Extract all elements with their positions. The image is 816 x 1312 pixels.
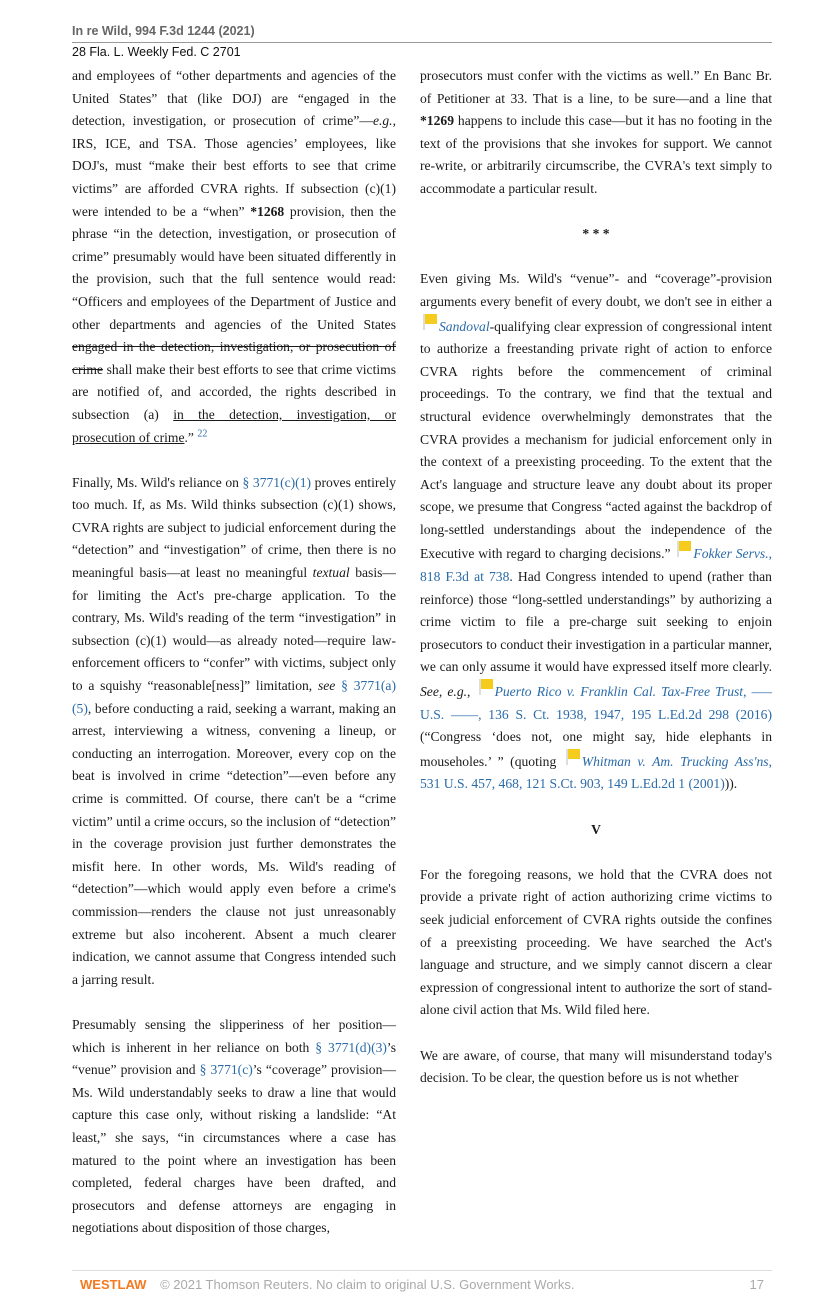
text: shall make their best efforts to see that crime victims are notified of, and accorded, the rights described in subsection (a)	[72, 361, 396, 422]
text: -qualifying clear expression of congressional intent to authorize a freestanding private right of action to enforce CVRA rights before the commencement of criminal proceedings. To the contrary, we find that the textual and structural evidence overwhelmingly demonstrates that the CVRA provides a mechanism for judicial enforcement only in the context of a preexisting proceeding. To the extent that the Act's language and structure leave any doubt about its proper scope, we presume that Congress “acted against the backdrop of long-settled understandings about the independence of the Executive with regard to charging decisions.”	[420, 318, 772, 562]
text: e.g.	[372, 113, 393, 129]
paragraph	[420, 819, 772, 842]
text: .”	[184, 429, 198, 445]
star-page: *1268	[250, 203, 290, 219]
yellow-flag-icon[interactable]	[422, 314, 437, 329]
text: and employees of “other departments and agencies of the United States” that (like DOJ) are “engaged in the detection, investigation, or prosecution of crime”—	[72, 68, 396, 129]
text: proves entirely too much. If, as Ms. Wild thinks subsection (c)(1) shows, CVRA rights are subject to judicial enforcement during the “detection” and “investigation” of crime, then there is no meaningful basis—at least no meaningful	[72, 474, 396, 581]
text: Presumably sensing the slipperiness of her position—which is inherent in her reliance on both	[72, 1016, 396, 1055]
citation-link[interactable]: § 3771(c)	[199, 1062, 253, 1078]
right-column	[420, 65, 772, 1112]
document-body	[72, 65, 772, 1262]
citation-link[interactable]: , 531 U.S. 457, 468, 121 S.Ct. 903, 149 L.Ed.2d 1 (2001)	[420, 753, 772, 792]
westlaw-logo: WESTLAW	[80, 1277, 147, 1293]
text: ’s “coverage” provision—Ms. Wild understandably seeks to draw a line that would capture this case only, without risking a landslide: “At least,” she says, “in circumstances where a case has matured to the point where an investigation has been completed, federal charges have been drafted, and prosecutors and defense attorneys are engaging in negotiations about disposition of those charges,	[72, 1062, 396, 1236]
document-header	[72, 0, 772, 59]
yellow-flag-icon[interactable]	[676, 541, 691, 556]
case-link[interactable]: Sandoval	[439, 318, 490, 334]
text: Even giving Ms. Wild's “venue”- and “coverage”-provision arguments every benefit of every doubt, we don't see in either a	[420, 271, 772, 309]
star-page: *1269	[420, 113, 458, 129]
text: see	[317, 678, 336, 694]
paragraph	[420, 65, 772, 201]
parallel-citation: 28 Fla. L. Weekly Fed. C 2701	[72, 45, 241, 59]
citation-link[interactable]: , ––– U.S. ––––, 136 S. Ct. 1938, 1947, 195 L.Ed.2d 298 (2016)	[420, 684, 773, 722]
citation-link[interactable]: § 3771(a)(5)	[72, 678, 396, 716]
text: , before conducting a raid, seeking a warrant, making an arrest, interviewing a witness, convening a lineup, or conducting an interrogation. Moreover, every cop on the beat is involved in crime “detection”—even before any crime is committed. Of course, there can't be a “crime victim” until a crime occurs, so the inclusion of “detection” in the coverage provision just further demonstrates the misfit here. In other words, Ms. Wild's reading of “detection”—which would apply even before a crime's commission—renders the clause not just unreasonably extreme but also incoherent. Absent a much clearer indication, we cannot assume that Congress intended such a jarring result.	[72, 700, 396, 987]
yellow-flag-icon[interactable]	[478, 679, 493, 694]
text: (“Congress ‘does not, one might say, hide elephants in mouseholes.’ ” (quoting	[420, 729, 772, 769]
text: happens to include this case—but it has no footing in the text of the provisions that she invokes for support. We cannot re-write, or arbitrarily circumscribe, the CVRA's text simply to accommodate a particular result.	[420, 113, 773, 196]
case-link[interactable]: Fokker Servs.	[693, 546, 769, 562]
struck-text: engaged in the detection, investigation, or prosecution of crime	[72, 339, 396, 377]
paragraph	[72, 472, 396, 992]
text: ’s “venue” provision and	[72, 1039, 396, 1078]
text: provision, then the phrase “in the detection, investigation, or prosecution of crime” presumably would have been situated differently in the provision, such that the full sentence would read: “Officers and employees of the Department of Justice and other departments and agencies of the United States	[72, 203, 397, 332]
paragraph	[420, 1045, 772, 1090]
section-heading: V	[591, 821, 601, 837]
citation-link[interactable]: § 3771(c)(1)	[242, 474, 312, 490]
footnote-link[interactable]: 22	[197, 427, 208, 439]
text: textual	[312, 565, 350, 581]
text: basis—for limiting the Act's pre-charge application. To the contrary, Ms. Wild's reading of the term “investigation” in subsection (c)(1) would—as already noted—require law-enforcement officers to “confer” with victims, subject only to a squishy “reasonable[ness]” limitation,	[72, 565, 397, 694]
yellow-flag-icon[interactable]	[565, 749, 580, 764]
case-link[interactable]: Puerto Rico v. Franklin Cal. Tax-Free Trust	[494, 684, 744, 700]
paragraph	[420, 864, 772, 1022]
paragraph	[72, 65, 396, 449]
paragraph	[420, 223, 772, 246]
paragraph	[72, 1014, 396, 1240]
text: , IRS, ICE, and TSA. Those agencies’ employees, like DOJ's, must “make their best efforts to see that crime victims” are afforded CVRA rights. If subsection (c)(1) were intended to be a “when”	[72, 113, 396, 219]
case-link[interactable]: Whitman v. Am. Trucking Ass'ns	[581, 753, 769, 769]
text: . Had Congress intended to upend (rather than reinforce) those “long-settled understandings” by authorizing a crime victim to file a pre-charge suit seeking to enjoin prosecutors to conduct their investigation in a particular manner, we can only assume it would have expressed itself more clearly.	[420, 569, 772, 675]
section-heading: * * *	[582, 226, 610, 242]
citation-link[interactable]: § 3771(d)(3)	[315, 1039, 387, 1055]
text: )).	[724, 776, 738, 792]
text: Finally, Ms. Wild's reliance on	[72, 474, 243, 490]
underlined-text: in the detection, investigation, or prosecution of crime	[72, 406, 396, 445]
copyright-notice: © 2021 Thomson Reuters. No claim to original U.S. Government Works.	[160, 1277, 575, 1293]
text: For the foregoing reasons, we hold that the CVRA does not provide a private right of action authorizing crime victims to seek judicial enforcement of CVRA rights outside the confines of a preexisting proceeding. We have searched the Act's language and structure, and we simply cannot discern a clear expression of congressional intent to authorize the sort of stand-alone civil action that Ms. Wild filed here.	[420, 866, 772, 1018]
text: We are aware, of course, that many will misunderstand today's decision. To be clear, the question before us is not whether	[420, 1047, 772, 1086]
text: prosecutors must confer with the victims as well.” En Banc Br. of Petitioner at 33. That is a line, to be sure—and a line that	[420, 68, 772, 106]
citation-link[interactable]: , 818 F.3d at 738	[420, 546, 773, 585]
paragraph	[420, 268, 772, 796]
text: ,	[467, 684, 476, 700]
left-column	[72, 65, 396, 1262]
text: See, e.g.	[420, 684, 468, 700]
page-number: 17	[749, 1277, 764, 1293]
case-title: In re Wild, 994 F.3d 1244 (2021)	[72, 24, 772, 43]
footer	[72, 1270, 772, 1312]
